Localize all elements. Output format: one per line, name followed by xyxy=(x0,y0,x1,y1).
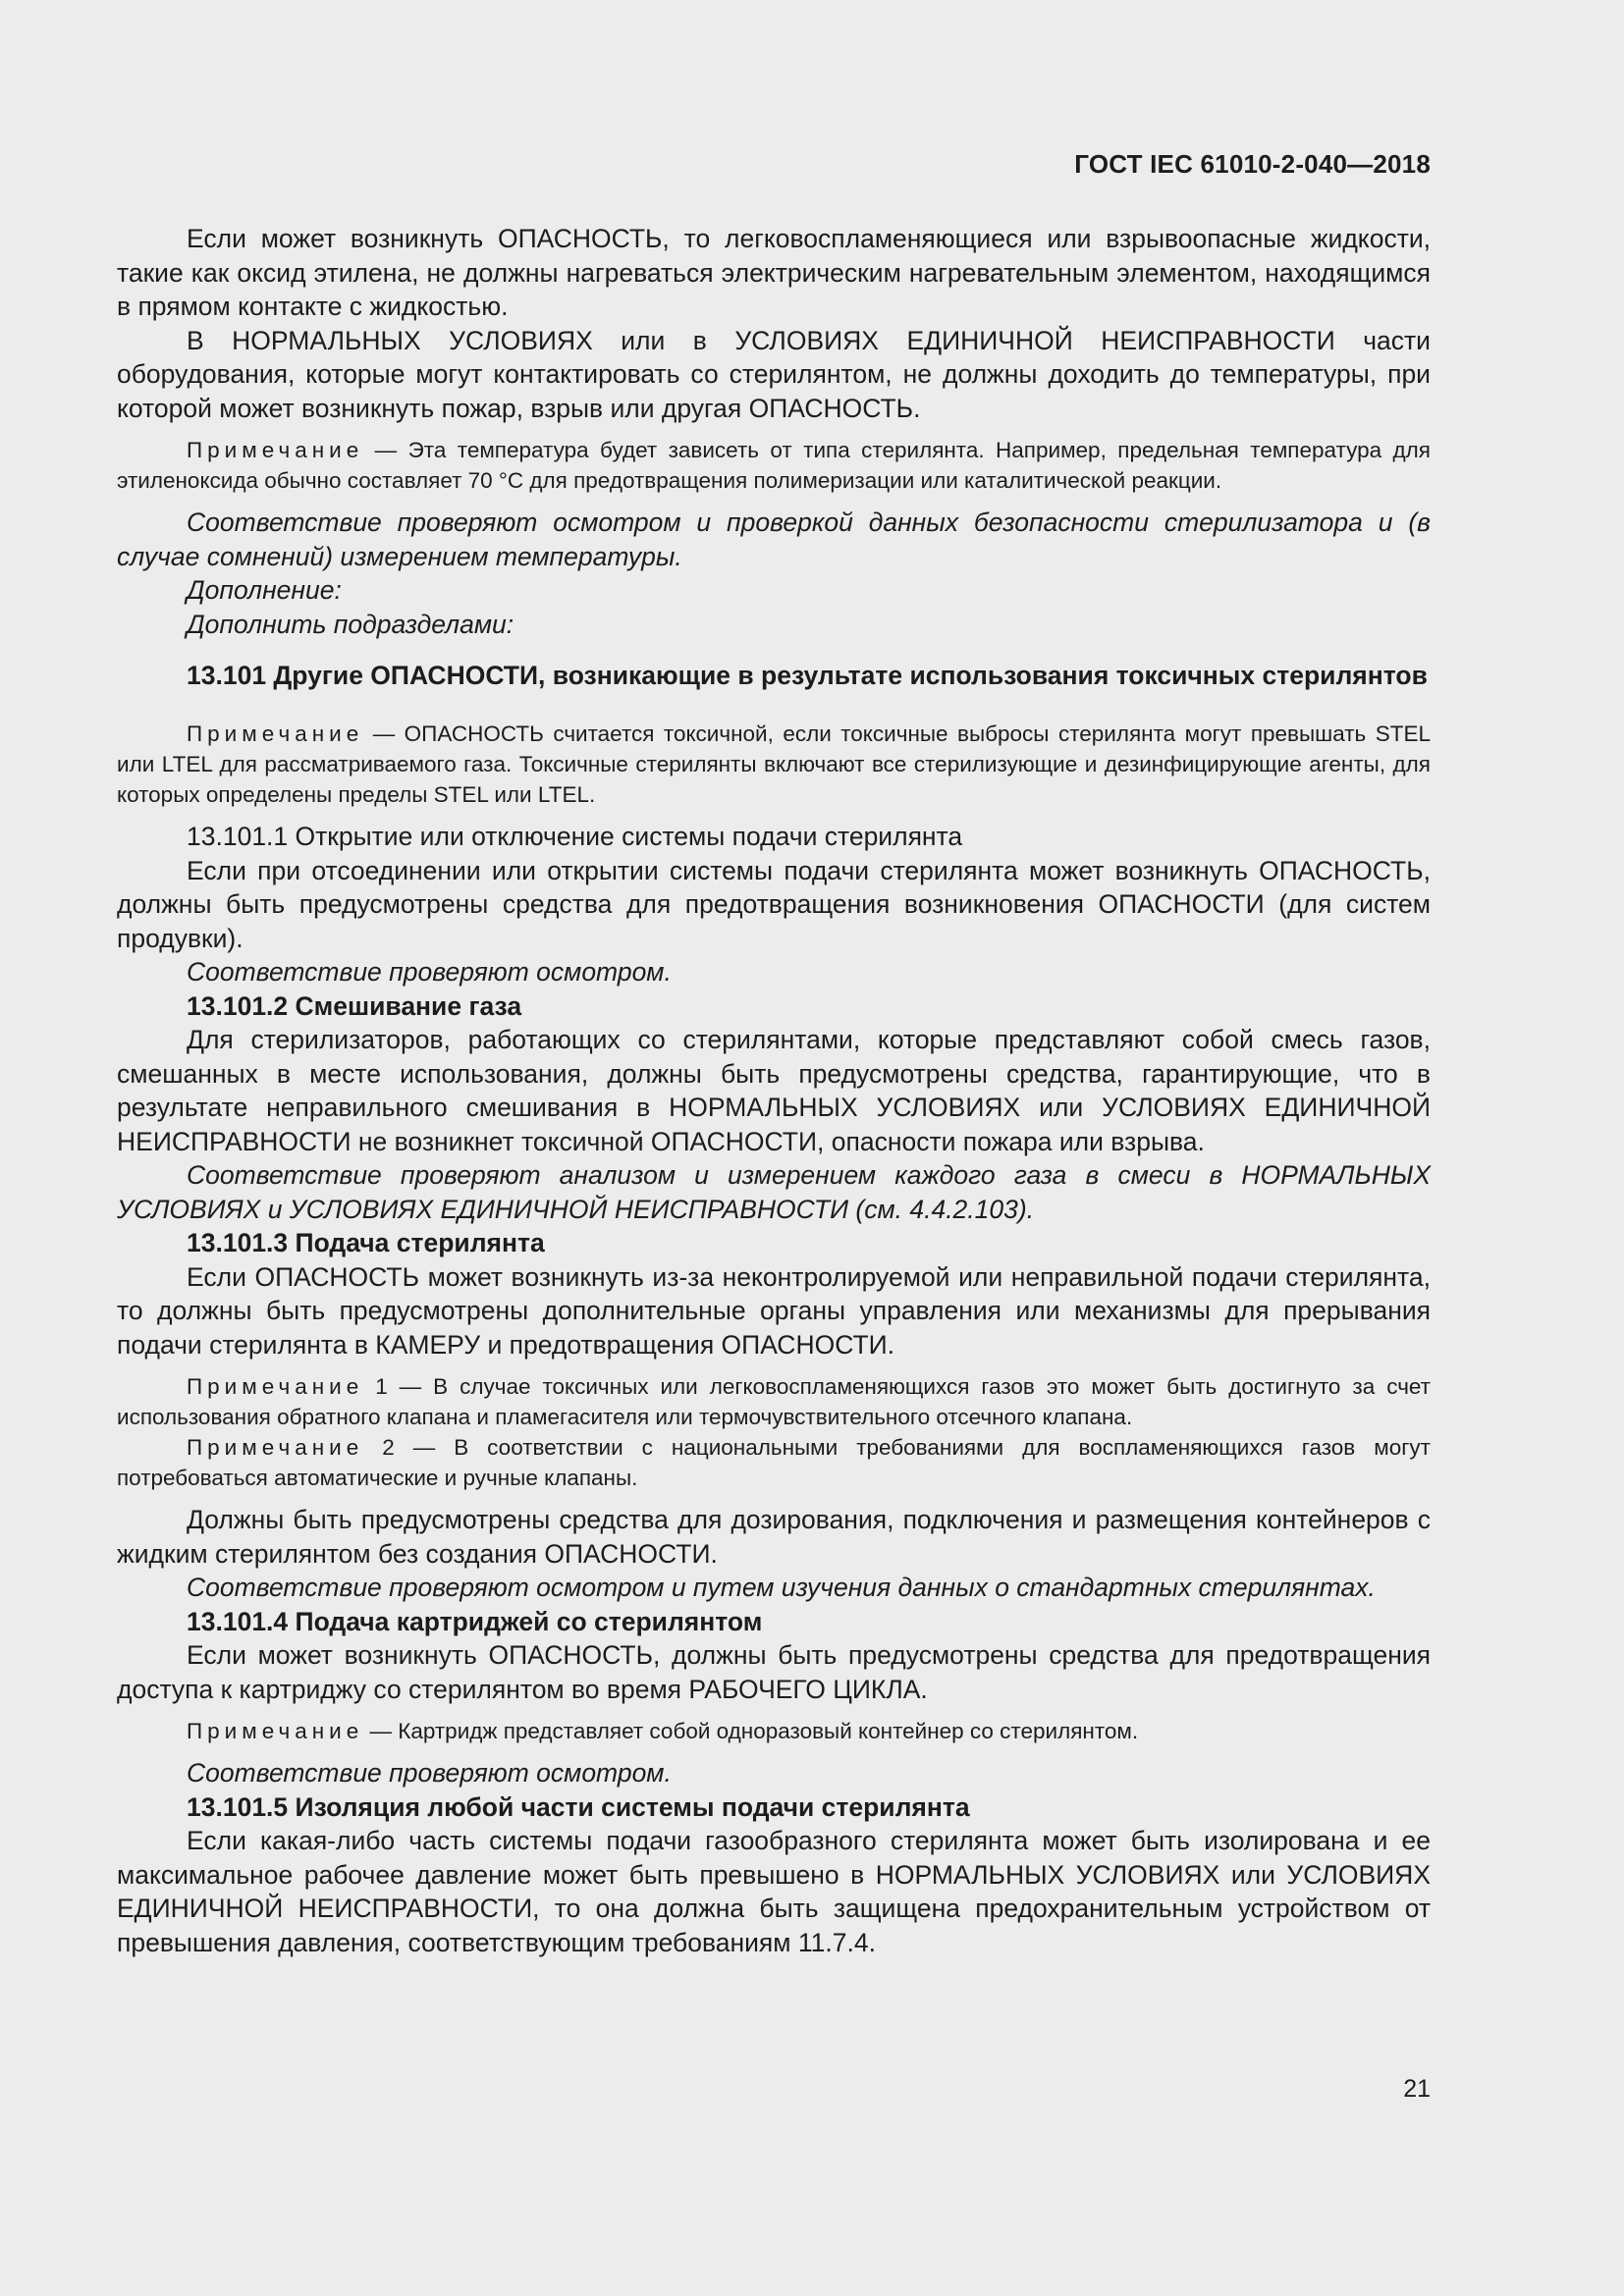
note-text: 1 — В случае токсичных или легковоспламеняющихся газов это может быть достигнуто за счет использования обратного клапана и пламегасителя или термочувствительного отсечного клапана. xyxy=(117,1374,1431,1429)
paragraph: Дополнение: xyxy=(187,575,342,605)
document-body xyxy=(117,222,1431,1959)
compliance-check: Соответствие проверяют осмотром и проверкой данных безопасности стерилизатора и (в случае сомнений) измерением температуры. xyxy=(117,507,1431,571)
compliance-check: Соответствие проверяют осмотром. xyxy=(187,1758,672,1788)
note xyxy=(117,1371,1431,1432)
compliance-check: Соответствие проверяют осмотром и путем изучения данных о стандартных стерилянтах. xyxy=(187,1573,1376,1602)
standard-header: ГОСТ IEC 61010-2-040—2018 xyxy=(1074,149,1431,179)
note-text: — ОПАСНОСТЬ считается токсичной, если токсичные выбросы стерилянта могут превышать STEL или LTEL для рассматриваемого газа. Токсичные стерилянты включают все стерилизующие и дезинфицирующие агенты, для которых определены пределы STEL или LTEL. xyxy=(117,721,1431,807)
note-label: Примечание xyxy=(187,1435,364,1460)
paragraph: Для стерилизаторов, работающих со стерилянтами, которые представляют собой смесь газов, смешанных в месте использования, должны быть предусмотрены средства, гарантирующие, что в результате неправильного смешивания в НОРМАЛЬНЫХ УСЛОВИЯХ или УСЛОВИЯХ ЕДИНИЧНОЙ НЕИСПРАВНОСТИ не возникнет токсичной ОПАСНОСТИ, опасности пожара или взрыва. xyxy=(117,1025,1431,1156)
note-label: Примечание xyxy=(187,721,364,746)
note xyxy=(117,719,1431,810)
subsection-title: 13.101.1 Открытие или отключение системы подачи стерилянта xyxy=(187,822,963,851)
paragraph: Если может возникнуть ОПАСНОСТЬ, то легковоспламеняющиеся или взрывоопасные жидкости, такие как оксид этилена, не должны нагреваться электрическим нагревательным элементом, находящимся в прямом контакте с жидкостью. xyxy=(117,224,1431,321)
note-text: — Эта температура будет зависеть от типа стерилянта. Например, предельная температура для этиленоксида обычно составляет 70 °C для предотвращения полимеризации или каталитической реакции. xyxy=(117,438,1431,493)
note xyxy=(117,1716,1431,1746)
note-text: — Картридж представляет собой одноразовый контейнер со стерилянтом. xyxy=(363,1719,1139,1743)
subsection-title: 13.101.2 Смешивание газа xyxy=(187,990,522,1021)
paragraph: В НОРМАЛЬНЫХ УСЛОВИЯХ или в УСЛОВИЯХ ЕДИНИЧНОЙ НЕИСПРАВНОСТИ части оборудования, которые могут контактировать со стерилянтом, не должны доходить до температуры, при которой может возникнуть пожар, взрыв или другая ОПАСНОСТЬ. xyxy=(117,325,1431,423)
compliance-check: Соответствие проверяют анализом и измерением каждого газа в смеси в НОРМАЛЬНЫХ УСЛОВИЯХ и УСЛОВИЯХ ЕДИНИЧНОЙ НЕИСПРАВНОСТИ (см. 4.4.2.103). xyxy=(117,1160,1431,1224)
page-number: 21 xyxy=(1403,2075,1431,2103)
note-label: Примечание xyxy=(187,1719,364,1743)
note-label: Примечание xyxy=(187,1374,364,1399)
note xyxy=(117,435,1431,496)
compliance-check: Соответствие проверяют осмотром. xyxy=(187,957,672,987)
paragraph: Если при отсоединении или открытии системы подачи стерилянта может возникнуть ОПАСНОСТЬ, должны быть предусмотрены средства для предотвращения возникновения ОПАСНОСТИ (для систем продувки). xyxy=(117,855,1431,953)
note-text: 2 — В соответствии с национальными требованиями для воспламеняющихся газов могут потребоваться автоматические и ручные клапаны. xyxy=(117,1435,1431,1490)
paragraph: Если может возникнуть ОПАСНОСТЬ, должны быть предусмотрены средства для предотвращения доступа к картриджу со стерилянтом во время РАБОЧЕГО ЦИКЛА. xyxy=(117,1640,1431,1704)
note xyxy=(117,1432,1431,1493)
paragraph: Должны быть предусмотрены средства для дозирования, подключения и размещения контейнеров с жидким стерилянтом без создания ОПАСНОСТИ. xyxy=(117,1505,1431,1569)
paragraph: Если ОПАСНОСТЬ может возникнуть из-за неконтролируемой или неправильной подачи стерилянта, то должны быть предусмотрены дополнительные органы управления или механизмы для прерывания подачи стерилянта в КАМЕРУ и предотвращения ОПАСНОСТИ. xyxy=(117,1261,1431,1360)
subsection-title: 13.101.4 Подача картриджей со стерилянтом xyxy=(187,1606,763,1636)
paragraph: Если какая-либо часть системы подачи газообразного стерилянта может быть изолирована и ее максимальное рабочее давление может быть превышено в НОРМАЛЬНЫХ УСЛОВИЯХ или УСЛОВИЯХ ЕДИНИЧНОЙ НЕИСПРАВНОСТИ, то она должна быть защищена предохранительным устройством от превышения давления, соответствующим требованиям 11.7.4. xyxy=(117,1826,1431,1957)
section-heading: 13.101 Другие ОПАСНОСТИ, возникающие в результате использования токсичных стерилянтов xyxy=(187,661,1428,690)
note-label: Примечание xyxy=(187,438,364,462)
subsection-title: 13.101.3 Подача стерилянта xyxy=(187,1228,545,1257)
subsection-title: 13.101.5 Изоляция любой части системы подачи стерилянта xyxy=(187,1791,970,1822)
paragraph: Дополнить подразделами: xyxy=(187,609,514,639)
